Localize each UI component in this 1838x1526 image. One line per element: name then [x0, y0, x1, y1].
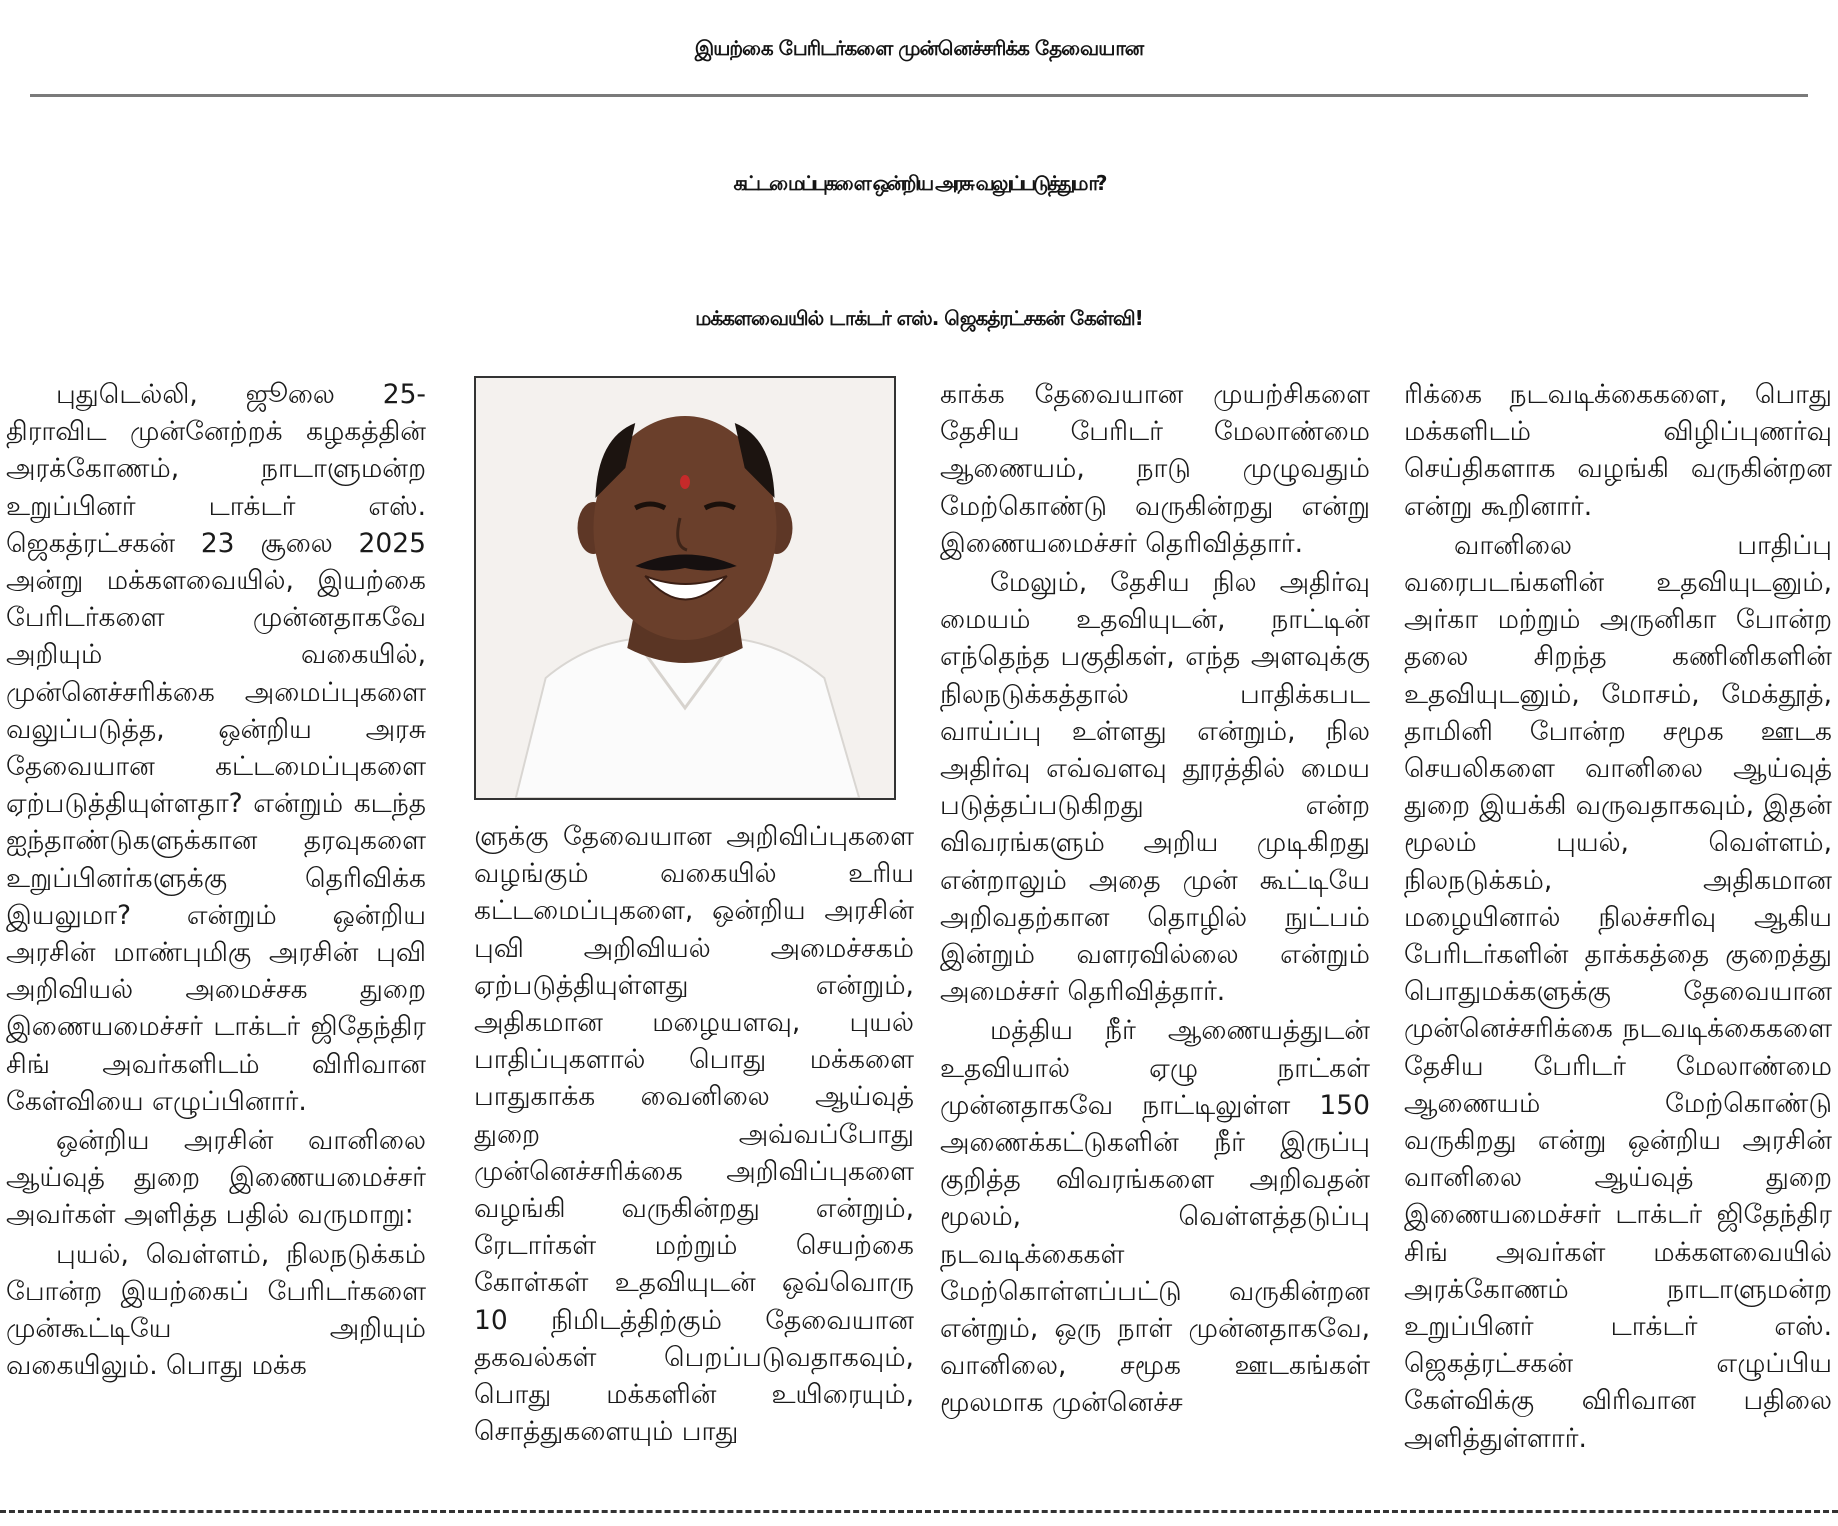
headline-sub: மக்களவையில் டாக்டர் எஸ். ஜெகத்ரட்சகன் கேள்வி! — [695, 306, 1143, 330]
article-paragraph: ரிக்கை நடவடிக்கைகளை, பொது மக்களிடம் விழிப்புணர்வு செய்திகளாக வழங்கி வருகின்றன என்று கூறினார். — [1404, 379, 1832, 522]
article-paragraph: காக்க தேவையான முயற்சிகளை தேசிய பேரிடர் மேலாண்மை ஆணையம், நாடு முழுவதும் மேற்கொண்டு வருகின்றது என்று இணையமைச்சர் தெரிவித்தார். — [940, 379, 1370, 559]
article-column-2 — [474, 818, 914, 1494]
portrait-illustration — [476, 378, 894, 798]
headline-top: இயற்கை பேரிடர்களை முன்னெச்சரிக்க தேவையான — [694, 36, 1144, 60]
article-column-3 — [940, 376, 1370, 1494]
portrait-photo — [474, 376, 896, 800]
article-paragraph: மத்திய நீர் ஆணையத்துடன் உதவியால் ஏழு நாட்கள் முன்னதாகவே நாட்டிலுள்ள 150 அணைக்கட்டுகளின் நீர் இருப்பு குறித்த விவரங்களை அறிவதன் மூலம், வெள்ளத்தடுப்பு நடவடிக்கைகள் மேற்கொள்ளப்பட்டு வருகின்றன என்றும், ஒரு நாள் முன்னதாகவே, வானிலை, சமூக ஊடகங்கள் மூலமாக முன்னெச்ச — [940, 1015, 1370, 1419]
article-paragraph: வானிலை பாதிப்பு வரைபடங்களின் உதவியுடனும், அர்கா மற்றும் அருனிகா போன்ற தலை சிறந்த கணினிகளின் உதவியுடனும், மோசம், மேக்தூத், தாமினி போன்ற சமூக ஊடக செயலிகளை வானிலை ஆய்வுத் துறை இயக்கி வருவதாகவும், இதன் மூலம் புயல், வெள்ளம், நிலநடுக்கம், அதிகமான மழையினால் நிலச்சரிவு ஆகிய பேரிடர்களின் தாக்கத்தை குறைத்து பொதுமக்களுக்கு தேவையான முன்னெச்சரிக்கை நடவடிக்கைகளை தேசிய பேரிடர் மேலாண்மை ஆணையம் மேற்கொண்டு வருகிறது என்று ஒன்றிய அரசின் வானிலை ஆய்வுத் துறை இணையமைச்சர் டாக்டர் ஜிதேந்திர சிங் அவர்கள் மக்களவையில் அரக்கோணம் நாடாளுமன்ற உறுப்பினர் டாக்டர் எஸ். ஜெகத்ரட்சகன் எழுப்பிய கேள்விக்கு விரிவான பதிலை அளித்துள்ளார். — [1404, 529, 1832, 1454]
article-paragraph: ஒன்றிய அரசின் வானிலை ஆய்வுத் துறை இணையமைச்சர் அவர்கள் அளித்த பதில் வருமாறு: — [6, 1125, 426, 1231]
dashed-cut-line — [0, 1510, 1838, 1513]
article-column-4 — [1404, 376, 1832, 1494]
headline-main: கட்டமைப்புகளை ஒன்றிய அரசு வலுப்படுத்துமா? — [733, 171, 1105, 195]
article-paragraph: ளுக்கு தேவையான அறிவிப்புகளை வழங்கும் வகையில் உரிய கட்டமைப்புகளை, ஒன்றிய அரசின் புவி அறிவியல் அமைச்சகம் ஏற்படுத்தியுள்ளது என்றும், அதிகமான மழையளவு, புயல் பாதிப்புகளால் பொது மக்களை பாதுகாக்க வைனிலை ஆய்வுத் துறை அவ்வப்போது முன்னெச்சரிக்கை அறிவிப்புகளை வழங்கி வருகின்றது என்றும், ரேடார்கள் மற்றும் செயற்கை கோள்கள் உதவியுடன் ஒவ்வொரு 10 நிமிடத்திற்கும் தேவையான தகவல்கள் பெறப்படுவதாகவும், பொது மக்களின் உயிரையும், சொத்துகளையும் பாது — [474, 821, 914, 1448]
headline-divider — [30, 94, 1808, 97]
article-paragraph: புதுடெல்லி, ஜூலை 25- திராவிட முன்னேற்றக் கழகத்தின் அரக்கோணம், நாடாளுமன்ற உறுப்பினர் டாக்டர் எஸ். ஜெகத்ரட்சகன் 23 சூலை 2025 அன்று மக்களவையில், இயற்கை பேரிடர்களை முன்னதாகவே அறியும் வகையில், முன்னெச்சரிக்கை அமைப்புகளை வலுப்படுத்த, ஒன்றிய அரசு தேவையான கட்டமைப்புகளை ஏற்படுத்தியுள்ளதா? என்றும் கடந்த ஐந்தாண்டுகளுக்கான தரவுகளை உறுப்பினர்களுக்கு தெரிவிக்க இயலுமா? என்றும் ஒன்றிய அரசின் மாண்புமிகு அரசின் புவி அறிவியல் அமைச்சக துறை இணையமைச்சர் டாக்டர் ஜிதேந்திர சிங் அவர்களிடம் விரிவான கேள்வியை எழுப்பினார். — [6, 379, 426, 1117]
article-column-1 — [6, 376, 426, 1494]
article-paragraph: மேலும், தேசிய நில அதிர்வு மையம் உதவியுடன், நாட்டின் எந்தெந்த பகுதிகள், எந்த அளவுக்கு நிலநடுக்கத்தால் பாதிக்கபட வாய்ப்பு உள்ளது என்றும், நில அதிர்வு எவ்வளவு தூரத்தில் மைய படுத்தப்படுகிறது என்ற விவரங்களும் அறிய முடிகிறது என்றாலும் அதை முன் கூட்டியே அறிவதற்கான தொழில் நுட்பம் இன்றும் வளரவில்லை என்றும் அமைச்சர் தெரிவித்தார். — [940, 567, 1370, 1008]
article-paragraph: புயல், வெள்ளம், நிலநடுக்கம் போன்ற இயற்கைப் பேரிடர்களை முன்கூட்டியே அறியும் வகையிலும். பொது மக்க — [6, 1238, 426, 1382]
